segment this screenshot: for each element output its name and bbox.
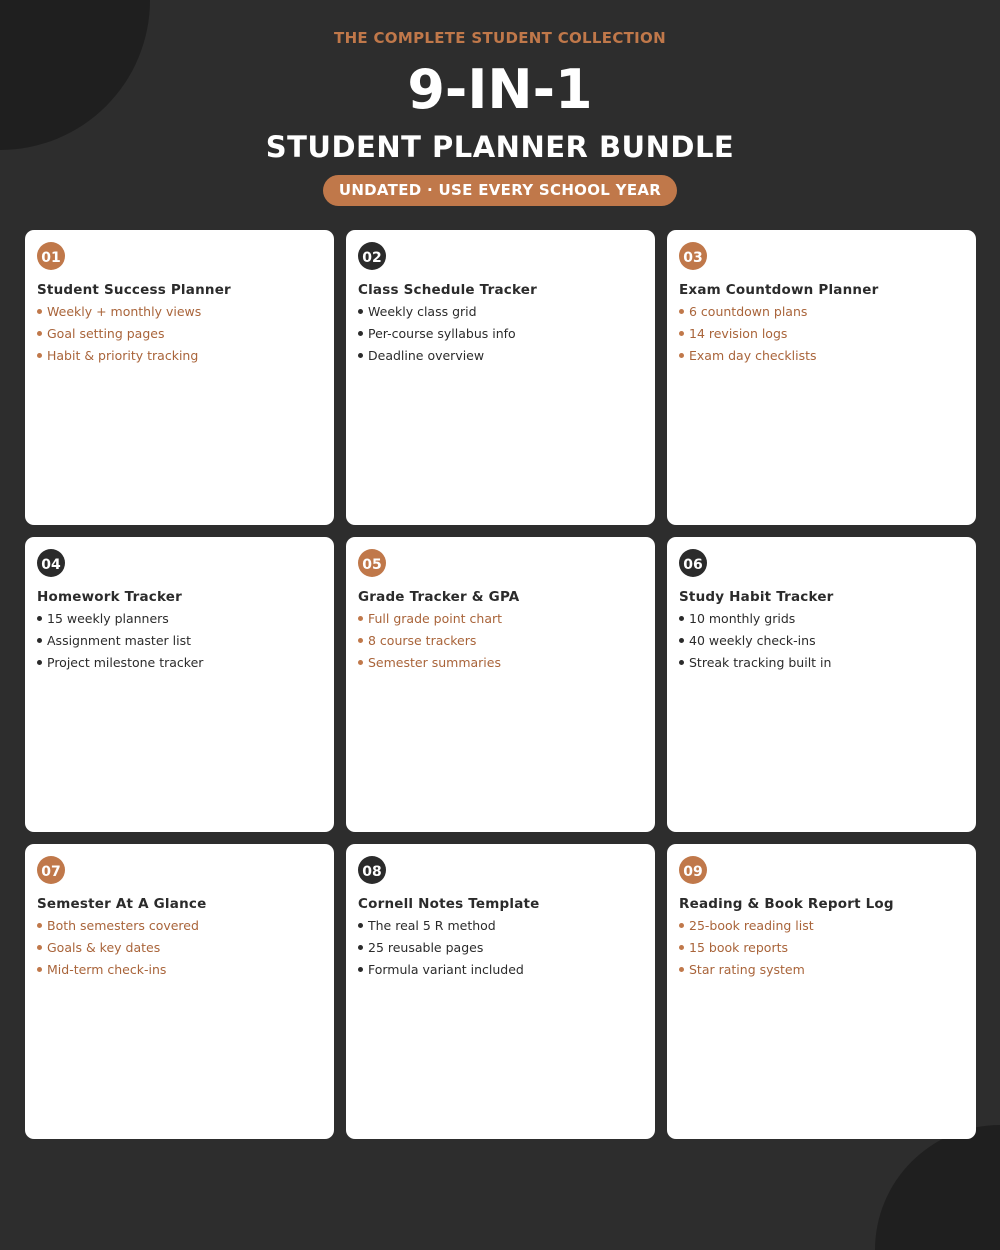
feature-text: Habit & priority tracking: [47, 348, 199, 363]
card-feature-list: [37, 608, 322, 674]
card-feature-list: [679, 915, 964, 981]
bullet-dot-icon: [679, 923, 684, 928]
card-title: Reading & Book Report Log: [679, 896, 894, 912]
bullet-dot-icon: [37, 331, 42, 336]
bullet-dot-icon: [358, 331, 363, 336]
feature-text: 15 weekly planners: [47, 611, 169, 626]
feature-list-item: [37, 937, 322, 959]
feature-list-item: [679, 301, 964, 323]
feature-text: Weekly class grid: [368, 304, 477, 319]
bullet-dot-icon: [37, 309, 42, 314]
card-feature-list: [358, 608, 643, 674]
feature-text: 40 weekly check-ins: [689, 633, 816, 648]
bullet-dot-icon: [679, 945, 684, 950]
bullet-dot-icon: [358, 923, 363, 928]
feature-list-item: [679, 345, 964, 367]
feature-list-item: [358, 630, 643, 652]
feature-list-item: [679, 608, 964, 630]
feature-text: Star rating system: [689, 962, 805, 977]
feature-list-item: [679, 630, 964, 652]
planner-card: [346, 844, 655, 1139]
feature-list-item: [358, 301, 643, 323]
card-title: Class Schedule Tracker: [358, 282, 537, 298]
planner-card: [667, 537, 976, 832]
bullet-dot-icon: [679, 353, 684, 358]
feature-text: Deadline overview: [368, 348, 485, 363]
card-number-badge: 08: [358, 856, 386, 884]
feature-list-item: [679, 915, 964, 937]
bullet-dot-icon: [358, 967, 363, 972]
feature-text: 25 reusable pages: [368, 940, 484, 955]
bullet-dot-icon: [679, 309, 684, 314]
bullet-dot-icon: [37, 945, 42, 950]
card-title: Exam Countdown Planner: [679, 282, 879, 298]
bullet-dot-icon: [37, 638, 42, 643]
planner-card: [667, 230, 976, 525]
card-number-badge: 04: [37, 549, 65, 577]
feature-list-item: [679, 959, 964, 981]
card-number-badge: 06: [679, 549, 707, 577]
feature-list-item: [37, 608, 322, 630]
bullet-dot-icon: [679, 638, 684, 643]
planner-card: [25, 844, 334, 1139]
feature-text: Project milestone tracker: [47, 655, 204, 670]
feature-list-item: [679, 652, 964, 674]
feature-text: Per-course syllabus info: [368, 326, 516, 341]
feature-list-item: [358, 323, 643, 345]
feature-list-item: [37, 323, 322, 345]
bullet-dot-icon: [37, 353, 42, 358]
bullet-dot-icon: [358, 309, 363, 314]
card-number-badge: 03: [679, 242, 707, 270]
feature-text: 14 revision logs: [689, 326, 788, 341]
card-feature-list: [679, 301, 964, 367]
pill-container: [0, 175, 1000, 206]
headline: 9-IN-1: [407, 58, 593, 121]
feature-text: Goals & key dates: [47, 940, 161, 955]
bullet-dot-icon: [37, 923, 42, 928]
card-number-badge: 05: [358, 549, 386, 577]
card-title: Grade Tracker & GPA: [358, 589, 520, 605]
feature-text: 15 book reports: [689, 940, 789, 955]
feature-list-item: [37, 630, 322, 652]
feature-list-item: [358, 915, 643, 937]
card-feature-list: [37, 915, 322, 981]
card-title: Student Success Planner: [37, 282, 231, 298]
bullet-dot-icon: [37, 616, 42, 621]
card-feature-list: [679, 608, 964, 674]
undated-pill-badge: UNDATED · USE EVERY SCHOOL YEAR: [323, 175, 677, 206]
feature-text: 6 countdown plans: [689, 304, 808, 319]
card-feature-list: [358, 915, 643, 981]
feature-list-item: [37, 652, 322, 674]
feature-list-item: [37, 959, 322, 981]
feature-list-item: [679, 323, 964, 345]
feature-list-item: [37, 301, 322, 323]
feature-text: Formula variant included: [368, 962, 524, 977]
planner-card: [25, 230, 334, 525]
decorative-circle-bottom-right: [875, 1125, 1000, 1250]
planner-grid: [25, 230, 976, 1139]
feature-text: 8 course trackers: [368, 633, 477, 648]
bullet-dot-icon: [358, 353, 363, 358]
feature-text: Full grade point chart: [368, 611, 503, 626]
card-number-badge: 07: [37, 856, 65, 884]
feature-text: Weekly + monthly views: [47, 304, 202, 319]
card-title: Cornell Notes Template: [358, 896, 540, 912]
card-feature-list: [358, 301, 643, 367]
card-title: Study Habit Tracker: [679, 589, 834, 605]
feature-list-item: [358, 345, 643, 367]
bullet-dot-icon: [358, 945, 363, 950]
card-number-badge: 09: [679, 856, 707, 884]
subheadline: STUDENT PLANNER BUNDLE: [265, 130, 735, 164]
feature-text: Both semesters covered: [47, 918, 199, 933]
feature-text: Semester summaries: [368, 655, 501, 670]
feature-text: Exam day checklists: [689, 348, 817, 363]
feature-list-item: [37, 345, 322, 367]
bullet-dot-icon: [358, 616, 363, 621]
bullet-dot-icon: [679, 616, 684, 621]
bullet-dot-icon: [679, 967, 684, 972]
bullet-dot-icon: [679, 660, 684, 665]
feature-list-item: [679, 937, 964, 959]
bullet-dot-icon: [679, 331, 684, 336]
feature-text: Mid-term check-ins: [47, 962, 167, 977]
planner-card: [667, 844, 976, 1139]
card-number-badge: 02: [358, 242, 386, 270]
card-feature-list: [37, 301, 322, 367]
bullet-dot-icon: [358, 638, 363, 643]
kicker-text: THE COMPLETE STUDENT COLLECTION: [334, 29, 666, 47]
feature-text: Streak tracking built in: [689, 655, 832, 670]
feature-list-item: [358, 959, 643, 981]
feature-list-item: [37, 915, 322, 937]
planner-card: [25, 537, 334, 832]
feature-text: The real 5 R method: [368, 918, 496, 933]
card-title: Semester At A Glance: [37, 896, 207, 912]
bullet-dot-icon: [37, 967, 42, 972]
feature-list-item: [358, 937, 643, 959]
planner-card: [346, 537, 655, 832]
feature-text: 25-book reading list: [689, 918, 814, 933]
card-number-badge: 01: [37, 242, 65, 270]
feature-text: 10 monthly grids: [689, 611, 796, 626]
bullet-dot-icon: [358, 660, 363, 665]
feature-text: Goal setting pages: [47, 326, 165, 341]
feature-list-item: [358, 608, 643, 630]
card-title: Homework Tracker: [37, 589, 183, 605]
feature-list-item: [358, 652, 643, 674]
feature-text: Assignment master list: [47, 633, 191, 648]
bullet-dot-icon: [37, 660, 42, 665]
planner-card: [346, 230, 655, 525]
